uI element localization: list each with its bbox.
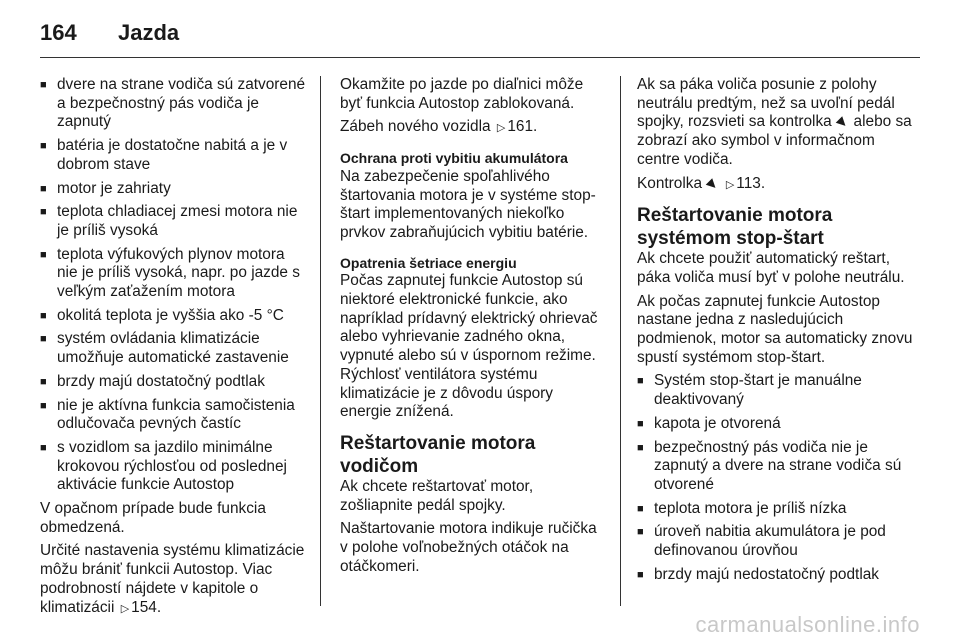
list-item: ■ nie je aktívna funkcia samočistenia odlučovača pevných častíc xyxy=(40,397,308,434)
list-item: ■ bezpečnostný pás vodiča nie je zapnutý a dvere na strane vodiča sú otvorené xyxy=(637,439,915,495)
list-item: ■ teplota chladiacej zmesi motora nie je príliš vysoká xyxy=(40,203,308,240)
paragraph xyxy=(637,76,915,170)
paragraph-text: Zábeh nového vozidla xyxy=(340,118,491,136)
paragraph-text: alebo sa zobrazí ako symbol v informačnom centre vodiča. xyxy=(637,113,912,168)
list-item: ■ Systém stop-štart je manuálne deaktivovaný xyxy=(637,372,915,409)
column-2 xyxy=(340,76,606,581)
page-reference[interactable]: 113. xyxy=(736,174,766,192)
paragraph xyxy=(340,118,606,138)
paragraph xyxy=(40,542,308,618)
list-item: ■ úroveň nabitia akumulátora je pod definovanou úrovňou xyxy=(637,523,915,560)
list-item: ■ teplota motora je príliš nízka xyxy=(637,500,915,519)
paragraph: Naštartovanie motora indikuje ručička v polohe voľnobežných otáčok na otáčkomeri. xyxy=(340,520,597,575)
page-reference-arrow-icon: ▷ xyxy=(120,602,130,615)
paragraph-text: Ak sa páka voliča posunie z polohy neutrálu predtým, než sa uvoľní pedál spojky, rozsvieti sa kontrolka xyxy=(637,76,895,131)
paragraph: V opačnom prípade bude funkcia obmedzená. xyxy=(40,500,266,536)
list-item: ■ kapota je otvorená xyxy=(637,415,915,434)
section-heading: Reštartovanie motora vodičom xyxy=(340,432,536,477)
column-1 xyxy=(40,76,308,623)
column-3 xyxy=(637,76,915,589)
paragraph: Ak chcete reštartovať motor, zošliapnite pedál spojky. xyxy=(340,477,534,514)
list-item: ■ brzdy majú nedostatočný podtlak xyxy=(637,566,915,585)
list-item: ■ s vozidlom sa jazdilo minimálne krokovou rýchlosťou od poslednej aktivácie funkcie Autostop xyxy=(40,439,308,495)
paragraph: Ak počas zapnutej funkcie Autostop nastane jedna z nasledujúcich podmienok, motor sa automaticky znovu spustí systémom stop-štart. xyxy=(637,292,913,366)
paragraph-text: Kontrolka xyxy=(637,174,703,192)
header-rule xyxy=(40,57,920,58)
page-reference-arrow-icon: ▷ xyxy=(496,122,506,135)
list-item: ■ okolitá teplota je vyššia ako -5 °C xyxy=(40,307,308,326)
page-reference[interactable]: 161. xyxy=(507,118,538,136)
list-item: ■ systém ovládania klimatizácie umožňuje automatické zastavenie xyxy=(40,330,308,367)
page-reference-arrow-icon: ▷ xyxy=(725,178,735,191)
paragraph: Na zabezpečenie spoľahlivého štartovania motora je v systéme stop-štart implementovaných niekoľko prvkov zabraňujúcich vybitiu batérie. xyxy=(340,167,596,241)
watermark: carmanualsonline.info xyxy=(695,612,920,637)
restart-conditions-list xyxy=(637,372,915,584)
paragraph: Ak chcete použiť automatický reštart, páka voliča musí byť v polohe neutrálu. xyxy=(637,250,905,286)
autostop-indicator-icon: ▶ xyxy=(704,175,722,192)
column-divider xyxy=(620,76,621,606)
paragraph xyxy=(637,175,915,195)
subheading: Opatrenia šetriace energiu xyxy=(340,254,517,271)
conditions-list xyxy=(40,76,308,495)
page-reference[interactable]: 154. xyxy=(131,598,162,616)
column-divider xyxy=(320,76,321,606)
list-item: ■ motor je zahriaty xyxy=(40,180,308,199)
paragraph-text: Určité nastavenia systému klimatizácie môžu brániť funkcii Autostop. Viac podrobností nájdete v kapitole o klimatizácii xyxy=(40,542,305,616)
page-number: 164 xyxy=(40,20,77,45)
list-item: ■ batéria je dostatočne nabitá a je v dobrom stave xyxy=(40,137,308,174)
subheading: Ochrana proti vybitiu akumulátora xyxy=(340,150,568,167)
paragraph: Počas zapnutej funkcie Autostop sú niektoré elektronické funkcie, ako napríklad prídavný elektrický ohrievač alebo vyhrievanie zadného okna, vypnuté alebo sú v úspornom režime. Rýchlosť ventilátora systému klimatizácie je z dôvodu úspory energie znížená. xyxy=(340,272,598,421)
page-header xyxy=(40,18,179,48)
page-title: Jazda xyxy=(118,20,180,45)
section-heading: Reštartovanie motora systémom stop-štart xyxy=(637,205,833,250)
list-item: ■ brzdy majú dostatočný podtlak xyxy=(40,373,308,392)
autostop-indicator-icon: ▶ xyxy=(834,114,852,131)
list-item: ■ teplota výfukových plynov motora nie je príliš vysoká, napr. po jazde s veľkým zaťažením motora xyxy=(40,246,308,302)
list-item: ■ dvere na strane vodiča sú zatvorené a bezpečnostný pás vodiča je zapnutý xyxy=(40,76,308,132)
paragraph: Okamžite po jazde po diaľnici môže byť funkcia Autostop zablokovaná. xyxy=(340,76,584,112)
